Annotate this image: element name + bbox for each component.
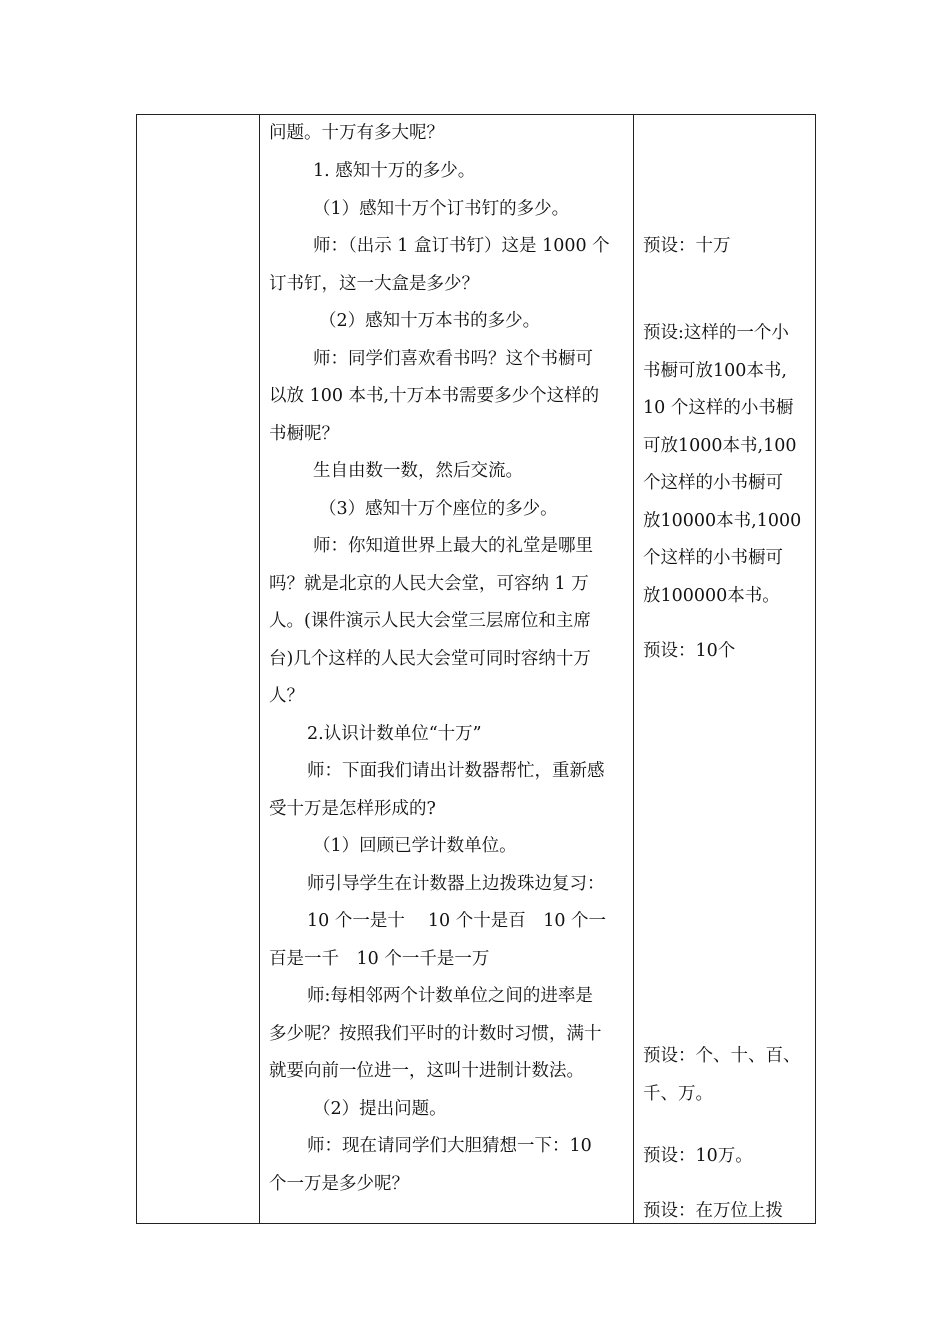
text-line: 台)几个这样的人民大会堂可同时容纳十万 — [269, 649, 591, 669]
text-line: 师：下面我们请出计数器帮忙，重新感 — [307, 761, 605, 781]
preset-line: 可放1000本书,100 — [643, 436, 797, 456]
column-divider-left — [259, 115, 260, 1223]
text-line: 就要向前一位进一，这叫十进制计数法。 — [269, 1061, 584, 1081]
text-line: 订书钉，这一大盒是多少？ — [269, 274, 479, 294]
text-line: 1. 感知十万的多少。 — [313, 161, 476, 181]
text-line: 人。(课件演示人民大会堂三层席位和主席 — [269, 611, 591, 631]
text-line: 2.认识计数单位“十万” — [307, 724, 482, 744]
text-line: 书橱呢？ — [269, 424, 339, 444]
text-line: 多少呢？按照我们平时的计数时习惯，满十 — [269, 1024, 602, 1044]
preset-line: 预设:这样的一个小 — [643, 323, 789, 343]
text-line: 师：你知道世界上最大的礼堂是哪里 — [313, 536, 593, 556]
text-line: 百是一千 10 个一千是一万 — [269, 949, 490, 969]
text-line: 问题。十万有多大呢？ — [269, 123, 444, 143]
text-line: （1）回顾已学计数单位。 — [313, 836, 517, 856]
preset-line: 预设：10个 — [643, 641, 736, 661]
text-line: 个一万是多少呢？ — [269, 1174, 409, 1194]
column-divider-right — [633, 115, 634, 1223]
preset-line: 放100000本书。 — [643, 586, 780, 606]
text-line: 人？ — [269, 686, 304, 706]
lesson-table — [136, 114, 816, 1224]
preset-line: 个这样的小书橱可 — [643, 473, 783, 493]
preset-line: 预设：在万位上拨 — [643, 1201, 783, 1221]
preset-line: 书橱可放100本书, — [643, 361, 787, 381]
preset-line: 10 个这样的小书橱 — [643, 398, 794, 418]
text-line: 师引导学生在计数器上边拨珠边复习： — [307, 874, 605, 894]
preset-line: 预设：个、十、百、 — [643, 1046, 801, 1066]
text-line: 受十万是怎样形成的? — [269, 799, 436, 819]
text-line: （3）感知十万个座位的多少。 — [319, 499, 558, 519]
text-line: 师：同学们喜欢看书吗？这个书橱可 — [313, 349, 593, 369]
text-line: 师:每相邻两个计数单位之间的进率是 — [307, 986, 593, 1006]
text-line: 师：现在请同学们大胆猜想一下：10 — [307, 1136, 592, 1156]
text-line: 吗？就是北京的人民大会堂，可容纳 1 万 — [269, 574, 589, 594]
preset-line: 千、万。 — [643, 1084, 713, 1104]
text-line: 师：（出示 1 盒订书钉）这是 1000 个 — [313, 236, 610, 256]
text-line: （2）提出问题。 — [313, 1099, 447, 1119]
text-line: 以放 100 本书,十万本书需要多少个这样的 — [269, 386, 600, 406]
text-line: 10 个一是十 10 个十是百 10 个一 — [307, 911, 607, 931]
preset-line: 个这样的小书橱可 — [643, 548, 783, 568]
text-line: （1）感知十万个订书钉的多少。 — [313, 199, 570, 219]
preset-line: 预设：10万。 — [643, 1146, 753, 1166]
preset-line: 放10000本书,1000 — [643, 511, 802, 531]
text-line: 生自由数一数，然后交流。 — [313, 461, 523, 481]
text-line: （2）感知十万本书的多少。 — [319, 311, 541, 331]
preset-line: 预设：十万 — [643, 236, 731, 256]
